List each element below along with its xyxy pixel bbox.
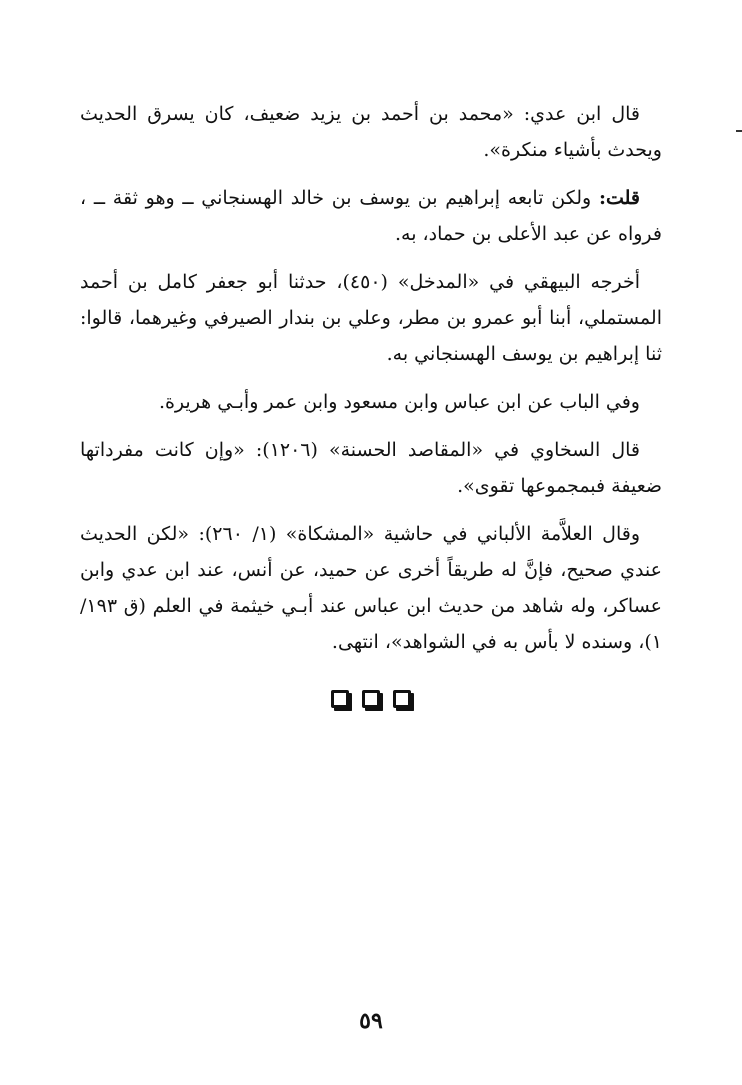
paragraph-albani — [80, 516, 662, 660]
page-number: ٥٩ — [359, 1008, 383, 1034]
paragraph-ibn-adi — [80, 96, 662, 168]
paragraph-bayhaqi — [80, 264, 662, 372]
ornament-box-icon — [331, 690, 349, 708]
paragraph-lead: قلت: — [598, 187, 640, 209]
paragraph-text: أخرجه البيهقي في «المدخل» (٤٥٠)، حدثنا أبو جعفر كامل بن أحمد المستملي، أبنا أبو عمرو بن مطر، وعلي بن بندار الصيرفي وغيرهما، قالوا: ثنا إبراهيم بن يوسف الهسنجاني به. — [80, 271, 662, 365]
ornament-box-icon — [362, 690, 380, 708]
paragraph-sakhawi — [80, 432, 662, 504]
paragraph-text: ولكن تابعه إبراهيم بن يوسف بن خالد الهسنجاني ــ وهو ثقة ــ ، فرواه عن عبد الأعلى بن حماد، به. — [80, 187, 662, 245]
paragraph-text: وفي الباب عن ابن عباس وابن مسعود وابن عمر وأبـي هريرة. — [158, 391, 640, 413]
paragraph-text: قال ابن عدي: «محمد بن أحمد بن يزيد ضعيف، كان يسرق الحديث ويحدث بأشياء منكرة». — [80, 103, 662, 161]
edge-mark — [736, 130, 742, 132]
main-text — [80, 96, 662, 672]
paragraph-fil-bab — [80, 384, 662, 420]
paragraph-text: وقال العلاَّمة الألباني في حاشية «المشكاة» (١/ ٢٦٠): «لكن الحديث عندي صحيح، فإنَّ له طريقاً أخرى عن حميد، عن أنس، عند ابن عدي وابن عساكر، وله شاهد من حديث ابن عباس عند أبـي خيثمة في العلم (ق ١٩٣/ ١)، وسنده لا بأس به في الشواهد»، انتهى. — [80, 523, 662, 653]
ornament-box-icon — [393, 690, 411, 708]
paragraph-qultu — [80, 180, 662, 252]
paragraph-text: قال السخاوي في «المقاصد الحسنة» (١٢٠٦): «وإن كانت مفرداتها ضعيفة فبمجموعها تقوى». — [80, 439, 662, 497]
section-end-ornament — [0, 690, 742, 712]
